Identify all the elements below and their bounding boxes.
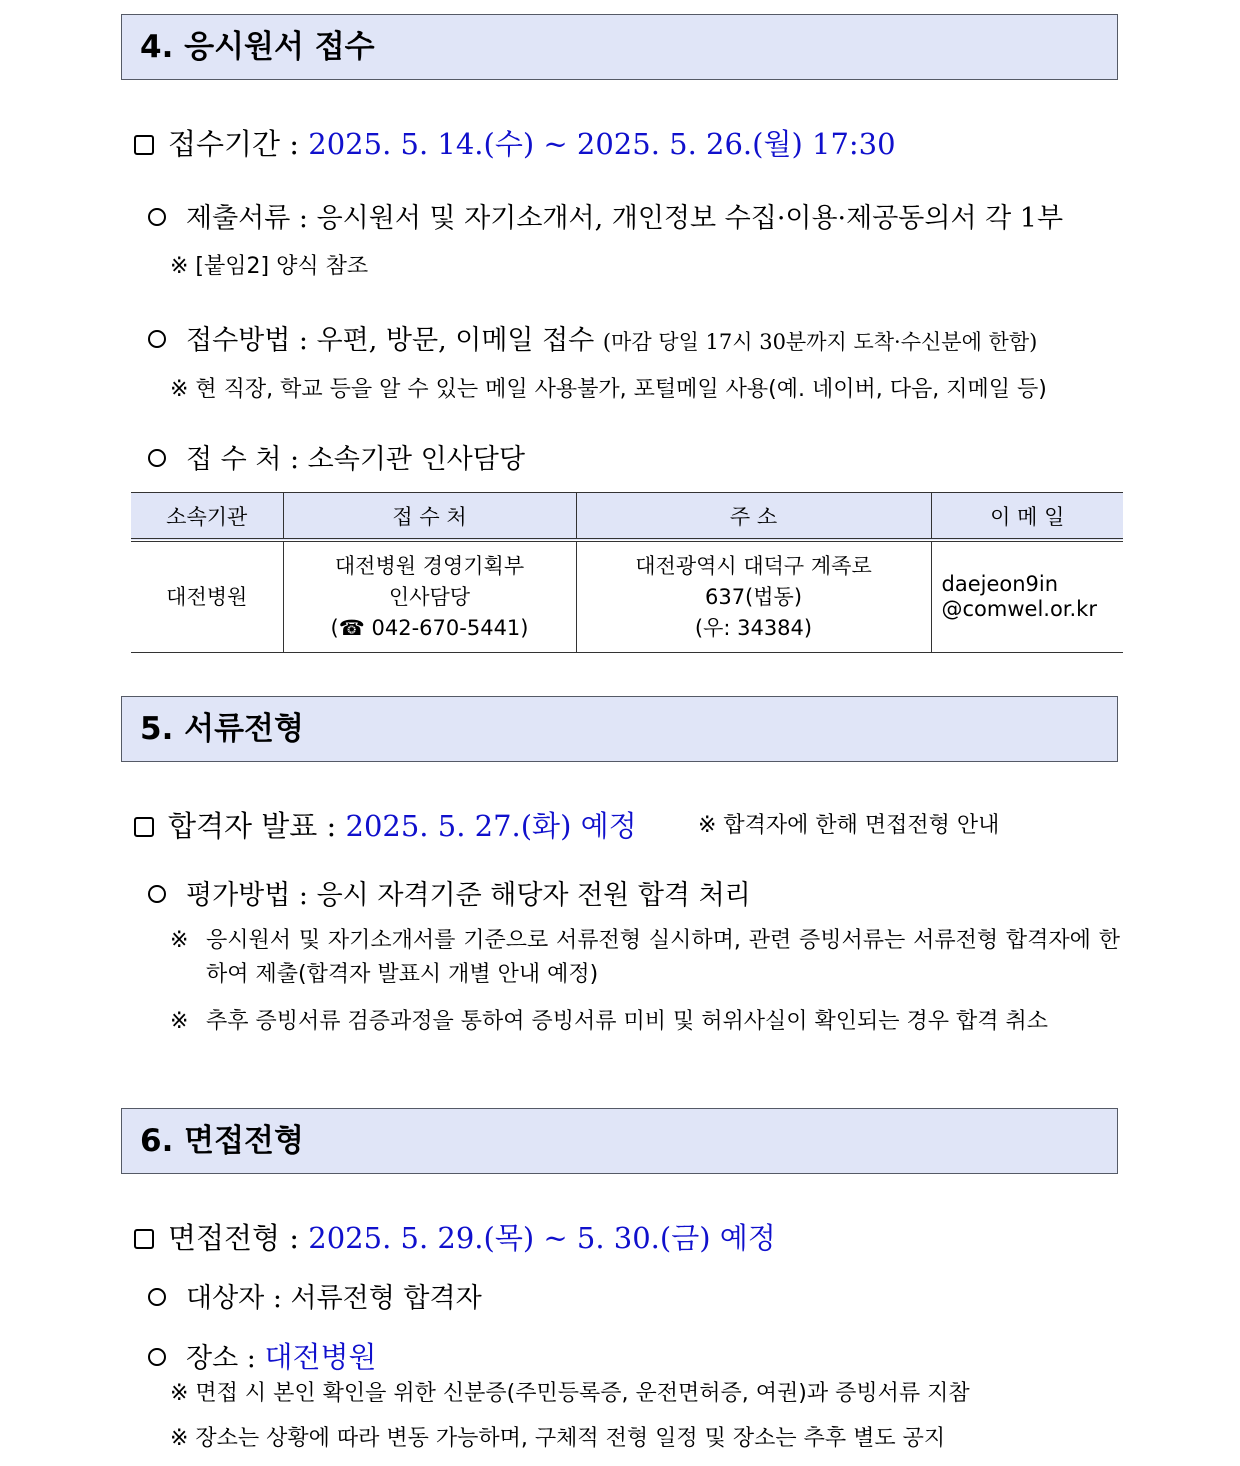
checkbox-square-icon bbox=[134, 1229, 154, 1249]
table-header-row bbox=[131, 493, 1123, 541]
result-announce-value: 2025. 5. 27.(화) 예정 bbox=[345, 809, 637, 843]
email-line-2: @comwel.or.kr bbox=[941, 597, 1097, 621]
cell-org: 대전병원 bbox=[131, 540, 283, 653]
receipt-method-line bbox=[148, 318, 1037, 357]
circle-bullet-icon bbox=[148, 1348, 166, 1366]
interview-label: 면접전형 : bbox=[168, 1221, 300, 1255]
receipt-method-note: ※ 현 직장, 학교 등을 알 수 있는 메일 사용불가, 포털메일 사용(예. 네이버, 다음, 지메일 등) bbox=[170, 377, 1047, 402]
interview-venue-value: 대전병원 bbox=[264, 1340, 377, 1374]
eval-method-line bbox=[148, 873, 751, 912]
address-zip: (우: 34384) bbox=[694, 615, 813, 640]
header-address: 주 소 bbox=[576, 493, 931, 541]
interview-target-line bbox=[148, 1276, 482, 1315]
receipt-method-text: 접수방법 : 우편, 방문, 이메일 접수 bbox=[186, 325, 595, 356]
interview-venue-line bbox=[148, 1335, 377, 1376]
cell-email bbox=[931, 540, 1123, 653]
receipt-place-text: 접 수 처 : 소속기관 인사담당 bbox=[186, 444, 525, 475]
office-line-2: 인사담당 bbox=[388, 584, 471, 609]
address-line-2: 637(법동) bbox=[704, 584, 803, 609]
section-5-header bbox=[121, 696, 1118, 762]
interview-venue-label: 장소 : bbox=[186, 1343, 256, 1374]
email-line-1: daejeon9in bbox=[941, 572, 1059, 596]
checkbox-square-icon bbox=[134, 817, 154, 837]
eval-note-2 bbox=[170, 1005, 1120, 1039]
receipt-place-line bbox=[148, 437, 525, 476]
interview-value: 2025. 5. 29.(목) ~ 5. 30.(금) 예정 bbox=[308, 1221, 776, 1255]
reference-mark: ※ bbox=[170, 928, 189, 953]
table-row bbox=[131, 540, 1123, 653]
interview-note-2: ※ 장소는 상황에 따라 변동 가능하며, 구체적 전형 일정 및 장소는 추후 별도 공지 bbox=[170, 1426, 946, 1451]
interview-line bbox=[134, 1216, 776, 1257]
cell-address bbox=[576, 540, 931, 653]
circle-bullet-icon bbox=[148, 330, 166, 348]
section-5-title: 5. 서류전형 bbox=[140, 711, 304, 747]
submission-docs-text: 제출서류 : 응시원서 및 자기소개서, 개인정보 수집·이용·제공동의서 각 1부 bbox=[186, 203, 1064, 234]
circle-bullet-icon bbox=[148, 208, 166, 226]
receipt-office-table bbox=[131, 492, 1123, 653]
receipt-period-value: 2025. 5. 14.(수) ~ 2025. 5. 26.(월) 17:30 bbox=[308, 127, 896, 161]
submission-docs-note: ※ [붙임2] 양식 참조 bbox=[170, 254, 369, 279]
result-announce-line bbox=[134, 804, 637, 845]
result-announce-note: ※ 합격자에 한해 면접전형 안내 bbox=[698, 813, 1000, 838]
office-line-1: 대전병원 경영기획부 bbox=[334, 553, 525, 578]
receipt-method-deadline: (마감 당일 17시 30분까지 도착·수신분에 한함) bbox=[602, 330, 1038, 354]
submission-docs-line bbox=[148, 196, 1063, 235]
header-org: 소속기관 bbox=[131, 493, 283, 541]
circle-bullet-icon bbox=[148, 1288, 166, 1306]
header-office: 접 수 처 bbox=[283, 493, 576, 541]
section-6-header bbox=[121, 1108, 1118, 1174]
address-line-1: 대전광역시 대덕구 계족로 bbox=[635, 553, 872, 578]
result-announce-label: 합격자 발표 : bbox=[168, 809, 337, 843]
eval-note-1 bbox=[170, 924, 1120, 992]
receipt-period-line bbox=[134, 122, 896, 163]
circle-bullet-icon bbox=[148, 449, 166, 467]
circle-bullet-icon bbox=[148, 885, 166, 903]
header-email: 이 메 일 bbox=[931, 493, 1123, 541]
section-4-header bbox=[121, 14, 1118, 80]
checkbox-square-icon bbox=[134, 135, 154, 155]
eval-note-2-text: 추후 증빙서류 검증과정을 통하여 증빙서류 미비 및 허위사실이 확인되는 경우 합격 취소 bbox=[206, 1009, 1048, 1034]
eval-method-text: 평가방법 : 응시 자격기준 해당자 전원 합격 처리 bbox=[186, 880, 751, 911]
section-6-title: 6. 면접전형 bbox=[140, 1123, 304, 1159]
receipt-period-label: 접수기간 : bbox=[168, 127, 300, 161]
interview-note-1: ※ 면접 시 본인 확인을 위한 신분증(주민등록증, 운전면허증, 여권)과 증빙서류 지참 bbox=[170, 1381, 970, 1406]
office-phone: (☎ 042-670-5441) bbox=[330, 615, 529, 640]
reference-mark: ※ bbox=[170, 1009, 189, 1034]
cell-office bbox=[283, 540, 576, 653]
eval-note-1-text: 응시원서 및 자기소개서를 기준으로 서류전형 실시하며, 관련 증빙서류는 서류전형 합격자에 한하여 제출(합격자 발표시 개별 안내 예정) bbox=[206, 928, 1120, 987]
interview-target-text: 대상자 : 서류전형 합격자 bbox=[186, 1283, 482, 1314]
section-4-title: 4. 응시원서 접수 bbox=[140, 29, 375, 65]
